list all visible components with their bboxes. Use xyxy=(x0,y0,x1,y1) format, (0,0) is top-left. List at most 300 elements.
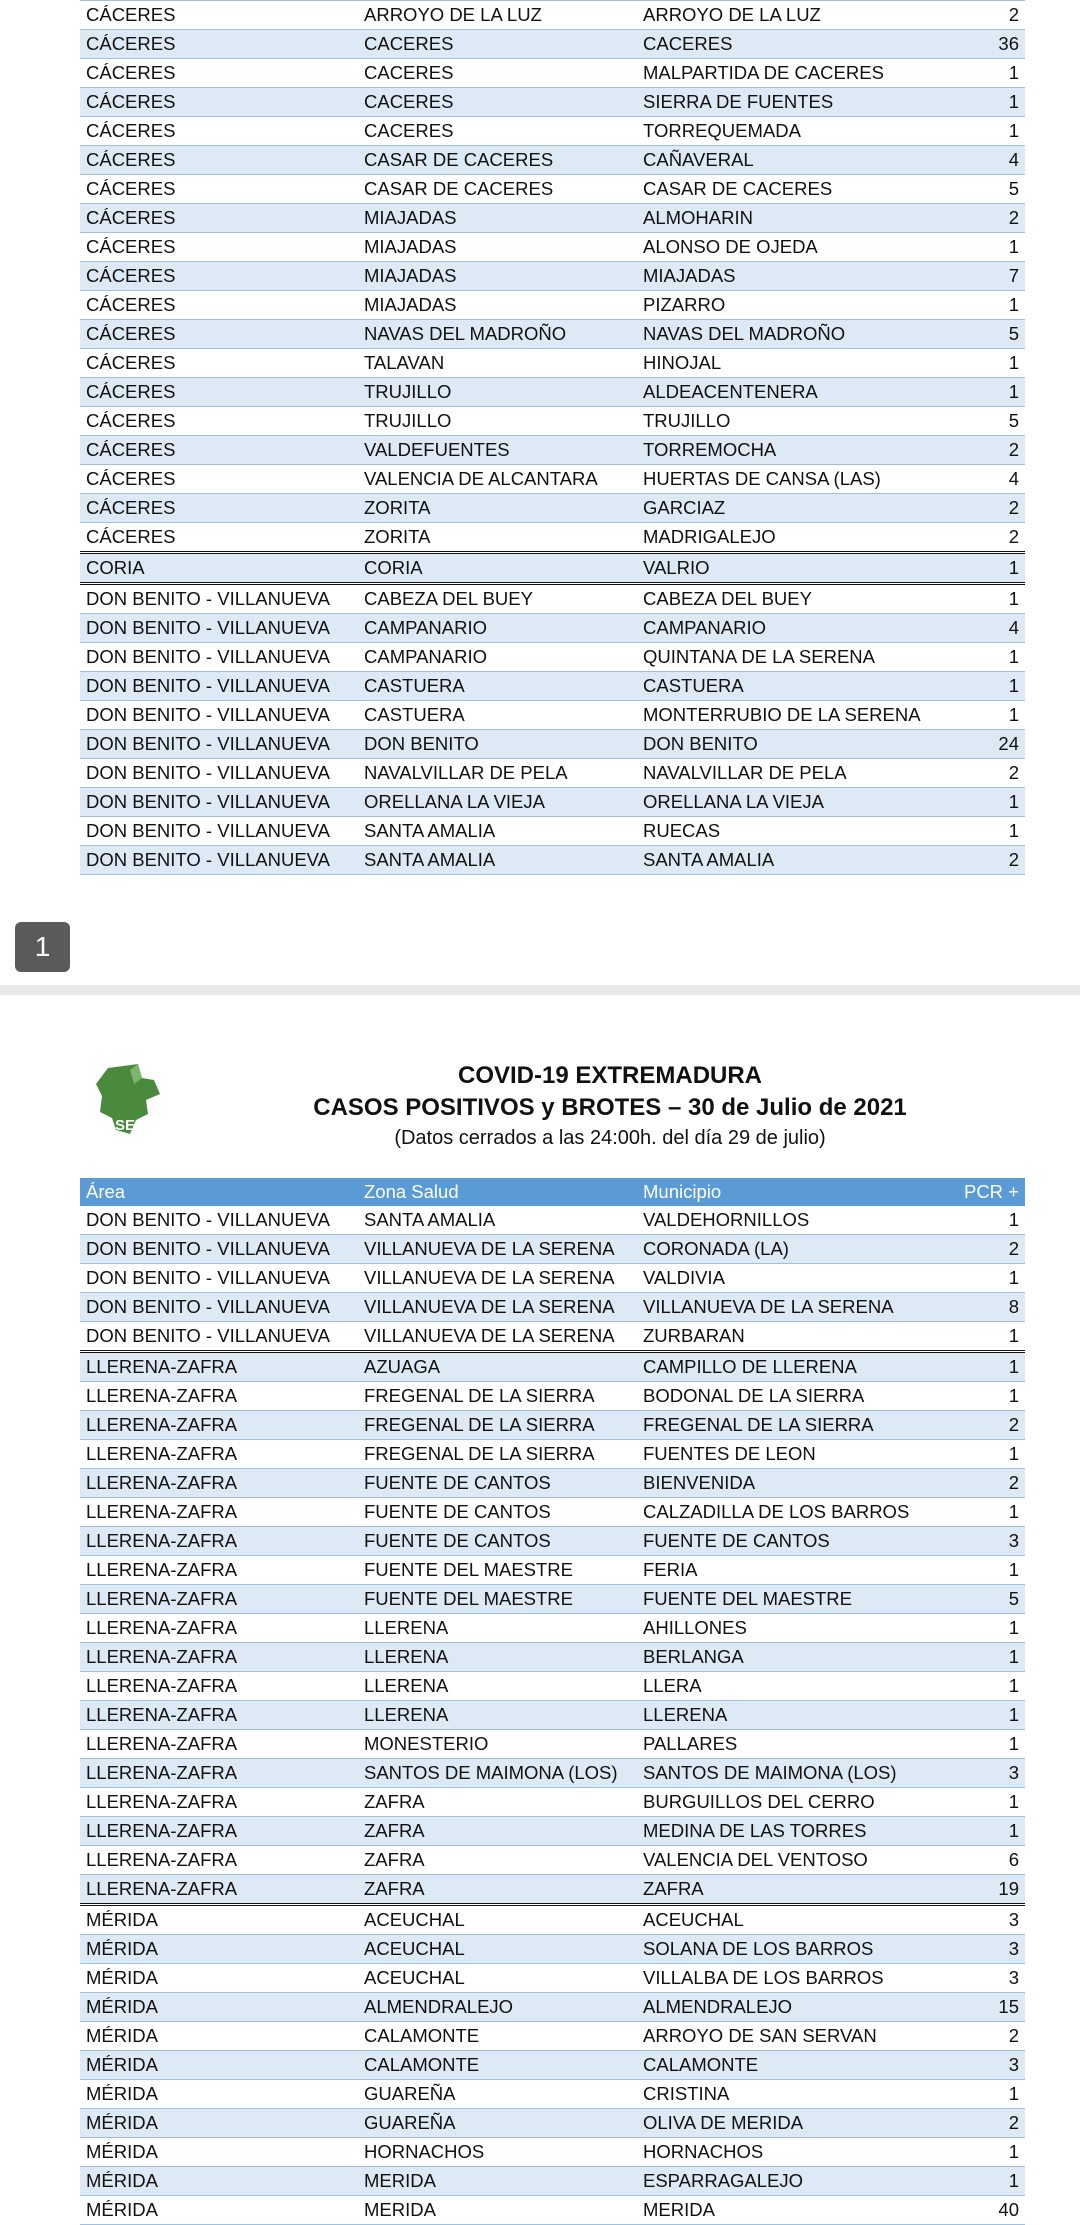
table-row xyxy=(80,1935,1025,1964)
cell-zona-salud: MERIDA xyxy=(358,2196,637,2225)
document-title-date: CASOS POSITIVOS y BROTES – 30 de Julio de 2021 xyxy=(313,1094,907,1121)
table-row xyxy=(80,1352,1025,1382)
cell-zona-salud: GUAREÑA xyxy=(358,2109,637,2138)
table-row xyxy=(80,320,1025,349)
cell-area: DON BENITO - VILLANUEVA xyxy=(80,1293,358,1322)
cell-zona-salud: LLERENA xyxy=(358,1672,637,1701)
cell-zona-salud: TRUJILLO xyxy=(358,378,637,407)
cell-municipio: LLERA xyxy=(637,1672,937,1701)
cell-zona-salud: MIAJADAS xyxy=(358,233,637,262)
cell-area: CÁCERES xyxy=(80,465,358,494)
cell-zona-salud: FUENTE DE CANTOS xyxy=(358,1498,637,1527)
table-row xyxy=(80,2051,1025,2080)
cell-municipio: BIENVENIDA xyxy=(637,1469,937,1498)
cell-area: LLERENA-ZAFRA xyxy=(80,1382,358,1411)
table-row xyxy=(80,1846,1025,1875)
cell-area: CÁCERES xyxy=(80,30,358,59)
cell-zona-salud: MIAJADAS xyxy=(358,262,637,291)
cell-area: MÉRIDA xyxy=(80,2196,358,2225)
cell-zona-salud: NAVALVILLAR DE PELA xyxy=(358,759,637,788)
cell-municipio: TORREQUEMADA xyxy=(637,117,937,146)
table-row xyxy=(80,817,1025,846)
cell-area: DON BENITO - VILLANUEVA xyxy=(80,846,358,875)
cell-zona-salud: HORNACHOS xyxy=(358,2138,637,2167)
table-row xyxy=(80,291,1025,320)
cell-municipio: VALDIVIA xyxy=(637,1264,937,1293)
cell-zona-salud: FUENTE DEL MAESTRE xyxy=(358,1585,637,1614)
table-row xyxy=(80,59,1025,88)
cell-municipio: PIZARRO xyxy=(637,291,937,320)
column-header-zona-salud: Zona Salud xyxy=(358,1178,637,1206)
logo-text: SES xyxy=(114,1117,146,1134)
table-row xyxy=(80,1322,1025,1352)
table-row xyxy=(80,465,1025,494)
cell-pcr: 1 xyxy=(937,788,1025,817)
table-row xyxy=(80,2080,1025,2109)
cell-zona-salud: VILLANUEVA DE LA SERENA xyxy=(358,1322,637,1352)
table-row xyxy=(80,1293,1025,1322)
cell-municipio: GARCIAZ xyxy=(637,494,937,523)
cell-area: DON BENITO - VILLANUEVA xyxy=(80,1264,358,1293)
cell-pcr: 1 xyxy=(937,584,1025,614)
cell-area: DON BENITO - VILLANUEVA xyxy=(80,1206,358,1235)
table-row xyxy=(80,407,1025,436)
cell-municipio: MEDINA DE LAS TORRES xyxy=(637,1817,937,1846)
cell-pcr: 1 xyxy=(937,2167,1025,2196)
cell-area: CÁCERES xyxy=(80,233,358,262)
table-row xyxy=(80,1235,1025,1264)
cell-area: LLERENA-ZAFRA xyxy=(80,1701,358,1730)
cell-pcr: 2 xyxy=(937,2022,1025,2051)
cell-pcr: 15 xyxy=(937,1993,1025,2022)
table-row xyxy=(80,349,1025,378)
cell-zona-salud: SANTA AMALIA xyxy=(358,817,637,846)
cell-zona-salud: FUENTE DE CANTOS xyxy=(358,1527,637,1556)
document-page-1 xyxy=(0,0,1080,985)
table-row xyxy=(80,146,1025,175)
cell-area: DON BENITO - VILLANUEVA xyxy=(80,730,358,759)
cell-area: DON BENITO - VILLANUEVA xyxy=(80,672,358,701)
cell-municipio: HUERTAS DE CANSA (LAS) xyxy=(637,465,937,494)
cell-municipio: CAMPANARIO xyxy=(637,614,937,643)
cell-pcr: 19 xyxy=(937,1875,1025,1905)
cell-area: CÁCERES xyxy=(80,407,358,436)
cell-pcr: 1 xyxy=(937,1701,1025,1730)
table-row xyxy=(80,1527,1025,1556)
cell-municipio: SANTA AMALIA xyxy=(637,846,937,875)
cell-pcr: 2 xyxy=(937,759,1025,788)
table-row xyxy=(80,788,1025,817)
cell-area: LLERENA-ZAFRA xyxy=(80,1440,358,1469)
document-title: COVID-19 EXTREMADURA xyxy=(457,1062,763,1089)
cell-municipio: CRISTINA xyxy=(637,2080,937,2109)
table-row xyxy=(80,1993,1025,2022)
cell-zona-salud: ACEUCHAL xyxy=(358,1964,637,1993)
cell-zona-salud: ACEUCHAL xyxy=(358,1905,637,1935)
table-row xyxy=(80,436,1025,465)
cell-pcr: 5 xyxy=(937,407,1025,436)
cell-municipio: PALLARES xyxy=(637,1730,937,1759)
cell-municipio: SIERRA DE FUENTES xyxy=(637,88,937,117)
cell-pcr: 1 xyxy=(937,1264,1025,1293)
cell-pcr: 4 xyxy=(937,614,1025,643)
cell-area: MÉRIDA xyxy=(80,1964,358,1993)
table-row xyxy=(80,117,1025,146)
cell-municipio: ALONSO DE OJEDA xyxy=(637,233,937,262)
cell-municipio: VALDEHORNILLOS xyxy=(637,1206,937,1235)
cell-municipio: VALRIO xyxy=(637,553,937,584)
table-row xyxy=(80,2109,1025,2138)
cell-zona-salud: ORELLANA LA VIEJA xyxy=(358,788,637,817)
cell-zona-salud: TALAVAN xyxy=(358,349,637,378)
column-header-area: Área xyxy=(80,1178,358,1206)
table-row xyxy=(80,1411,1025,1440)
cell-pcr: 3 xyxy=(937,1759,1025,1788)
cell-area: LLERENA-ZAFRA xyxy=(80,1498,358,1527)
cell-pcr: 1 xyxy=(937,1322,1025,1352)
cell-area: CÁCERES xyxy=(80,117,358,146)
cell-zona-salud: CACERES xyxy=(358,117,637,146)
cell-zona-salud: FREGENAL DE LA SIERRA xyxy=(358,1440,637,1469)
cell-zona-salud: CACERES xyxy=(358,59,637,88)
cell-municipio: FUENTE DEL MAESTRE xyxy=(637,1585,937,1614)
table-row xyxy=(80,1701,1025,1730)
page-separator xyxy=(0,985,1080,995)
cell-area: LLERENA-ZAFRA xyxy=(80,1527,358,1556)
cell-area: LLERENA-ZAFRA xyxy=(80,1788,358,1817)
cell-pcr: 1 xyxy=(937,1614,1025,1643)
cell-zona-salud: FUENTE DEL MAESTRE xyxy=(358,1556,637,1585)
table-row xyxy=(80,1,1025,30)
cell-zona-salud: VILLANUEVA DE LA SERENA xyxy=(358,1293,637,1322)
cell-zona-salud: FREGENAL DE LA SIERRA xyxy=(358,1382,637,1411)
cell-zona-salud: ZAFRA xyxy=(358,1846,637,1875)
cell-area: MÉRIDA xyxy=(80,2109,358,2138)
table-row xyxy=(80,1817,1025,1846)
cell-municipio: AHILLONES xyxy=(637,1614,937,1643)
cell-pcr: 1 xyxy=(937,349,1025,378)
cell-pcr: 1 xyxy=(937,1730,1025,1759)
table-row xyxy=(80,672,1025,701)
cell-municipio: ARROYO DE SAN SERVAN xyxy=(637,2022,937,2051)
cell-municipio: TRUJILLO xyxy=(637,407,937,436)
cell-municipio: NAVAS DEL MADROÑO xyxy=(637,320,937,349)
table-row xyxy=(80,759,1025,788)
cell-zona-salud: ZAFRA xyxy=(358,1875,637,1905)
cell-municipio: MADRIGALEJO xyxy=(637,523,937,553)
cell-municipio: LLERENA xyxy=(637,1701,937,1730)
cell-area: DON BENITO - VILLANUEVA xyxy=(80,1235,358,1264)
table-row xyxy=(80,1614,1025,1643)
table-row xyxy=(80,494,1025,523)
cell-zona-salud: VILLANUEVA DE LA SERENA xyxy=(358,1235,637,1264)
cell-pcr: 1 xyxy=(937,1382,1025,1411)
cell-area: LLERENA-ZAFRA xyxy=(80,1817,358,1846)
table-row xyxy=(80,730,1025,759)
cell-area: DON BENITO - VILLANUEVA xyxy=(80,788,358,817)
cell-area: CÁCERES xyxy=(80,349,358,378)
cell-pcr: 3 xyxy=(937,2051,1025,2080)
cell-zona-salud: LLERENA xyxy=(358,1614,637,1643)
cell-area: MÉRIDA xyxy=(80,2167,358,2196)
cell-zona-salud: ZAFRA xyxy=(358,1817,637,1846)
cell-area: LLERENA-ZAFRA xyxy=(80,1352,358,1382)
cell-zona-salud: DON BENITO xyxy=(358,730,637,759)
cell-area: LLERENA-ZAFRA xyxy=(80,1730,358,1759)
cell-pcr: 2 xyxy=(937,1469,1025,1498)
cell-area: LLERENA-ZAFRA xyxy=(80,1759,358,1788)
cell-area: CÁCERES xyxy=(80,523,358,553)
cell-zona-salud: CAMPANARIO xyxy=(358,643,637,672)
cell-municipio: VILLANUEVA DE LA SERENA xyxy=(637,1293,937,1322)
table-row xyxy=(80,1643,1025,1672)
table-row xyxy=(80,1556,1025,1585)
table-row xyxy=(80,262,1025,291)
cell-area: CORIA xyxy=(80,553,358,584)
table-row xyxy=(80,1788,1025,1817)
cell-zona-salud: SANTA AMALIA xyxy=(358,1206,637,1235)
cell-area: DON BENITO - VILLANUEVA xyxy=(80,614,358,643)
cell-municipio: HORNACHOS xyxy=(637,2138,937,2167)
cell-area: MÉRIDA xyxy=(80,1993,358,2022)
cell-pcr: 2 xyxy=(937,2109,1025,2138)
cell-pcr: 5 xyxy=(937,175,1025,204)
cell-zona-salud: CASTUERA xyxy=(358,672,637,701)
cell-pcr: 1 xyxy=(937,1643,1025,1672)
cell-zona-salud: ARROYO DE LA LUZ xyxy=(358,1,637,30)
cell-municipio: ARROYO DE LA LUZ xyxy=(637,1,937,30)
cell-area: LLERENA-ZAFRA xyxy=(80,1846,358,1875)
cell-pcr: 36 xyxy=(937,30,1025,59)
cell-municipio: ALMENDRALEJO xyxy=(637,1993,937,2022)
cell-pcr: 2 xyxy=(937,1411,1025,1440)
cell-area: CÁCERES xyxy=(80,146,358,175)
cell-zona-salud: TRUJILLO xyxy=(358,407,637,436)
cell-municipio: HINOJAL xyxy=(637,349,937,378)
table-row xyxy=(80,233,1025,262)
cell-area: MÉRIDA xyxy=(80,1935,358,1964)
cell-pcr: 1 xyxy=(937,1817,1025,1846)
cell-zona-salud: CACERES xyxy=(358,30,637,59)
cell-area: CÁCERES xyxy=(80,262,358,291)
cell-pcr: 1 xyxy=(937,1352,1025,1382)
cell-area: LLERENA-ZAFRA xyxy=(80,1556,358,1585)
cell-municipio: BODONAL DE LA SIERRA xyxy=(637,1382,937,1411)
cell-area: CÁCERES xyxy=(80,291,358,320)
cell-zona-salud: CALAMONTE xyxy=(358,2051,637,2080)
document-header xyxy=(220,1060,1000,1152)
cell-municipio: CASTUERA xyxy=(637,672,937,701)
cell-zona-salud: ALMENDRALEJO xyxy=(358,1993,637,2022)
cell-municipio: FUENTES DE LEON xyxy=(637,1440,937,1469)
cell-pcr: 8 xyxy=(937,1293,1025,1322)
cell-area: CÁCERES xyxy=(80,436,358,465)
table-row xyxy=(80,1498,1025,1527)
table-row xyxy=(80,1382,1025,1411)
cell-municipio: OLIVA DE MERIDA xyxy=(637,2109,937,2138)
cell-municipio: TORREMOCHA xyxy=(637,436,937,465)
table-row xyxy=(80,2022,1025,2051)
cell-pcr: 40 xyxy=(937,2196,1025,2225)
cell-zona-salud: LLERENA xyxy=(358,1701,637,1730)
cell-municipio: MALPARTIDA DE CACERES xyxy=(637,59,937,88)
cell-area: LLERENA-ZAFRA xyxy=(80,1411,358,1440)
cell-area: LLERENA-ZAFRA xyxy=(80,1875,358,1905)
cell-pcr: 3 xyxy=(937,1964,1025,1993)
column-header-pcr: PCR + xyxy=(937,1178,1025,1206)
cell-pcr: 5 xyxy=(937,1585,1025,1614)
cell-pcr: 1 xyxy=(937,1440,1025,1469)
table-row xyxy=(80,1875,1025,1905)
cell-zona-salud: CALAMONTE xyxy=(358,2022,637,2051)
cell-zona-salud: ZAFRA xyxy=(358,1788,637,1817)
cell-pcr: 1 xyxy=(937,1556,1025,1585)
cell-pcr: 1 xyxy=(937,117,1025,146)
cell-zona-salud: GUAREÑA xyxy=(358,2080,637,2109)
cell-pcr: 2 xyxy=(937,846,1025,875)
cell-municipio: RUECAS xyxy=(637,817,937,846)
cell-pcr: 1 xyxy=(937,643,1025,672)
cell-municipio: MERIDA xyxy=(637,2196,937,2225)
table-row xyxy=(80,1905,1025,1935)
cell-pcr: 1 xyxy=(937,291,1025,320)
cell-zona-salud: CASAR DE CACERES xyxy=(358,175,637,204)
cell-municipio: SOLANA DE LOS BARROS xyxy=(637,1935,937,1964)
table-row xyxy=(80,1730,1025,1759)
cell-pcr: 24 xyxy=(937,730,1025,759)
cell-area: MÉRIDA xyxy=(80,2080,358,2109)
cell-pcr: 6 xyxy=(937,1846,1025,1875)
page-number-badge[interactable]: 1 xyxy=(15,922,70,972)
cell-pcr: 1 xyxy=(937,88,1025,117)
cell-pcr: 5 xyxy=(937,320,1025,349)
cell-zona-salud: SANTOS DE MAIMONA (LOS) xyxy=(358,1759,637,1788)
cell-area: CÁCERES xyxy=(80,88,358,117)
table-row xyxy=(80,1585,1025,1614)
cell-municipio: FREGENAL DE LA SIERRA xyxy=(637,1411,937,1440)
cell-municipio: ALMOHARIN xyxy=(637,204,937,233)
cases-table-page-2 xyxy=(80,1178,1025,2225)
cell-pcr: 1 xyxy=(937,553,1025,584)
cell-pcr: 4 xyxy=(937,146,1025,175)
table-row xyxy=(80,2196,1025,2225)
cell-pcr: 1 xyxy=(937,1672,1025,1701)
cell-municipio: ZURBARAN xyxy=(637,1322,937,1352)
cell-pcr: 1 xyxy=(937,701,1025,730)
cell-municipio: CACERES xyxy=(637,30,937,59)
cell-municipio: CALAMONTE xyxy=(637,2051,937,2080)
table-row xyxy=(80,378,1025,407)
cell-municipio: CASAR DE CACERES xyxy=(637,175,937,204)
cell-zona-salud: VALDEFUENTES xyxy=(358,436,637,465)
cell-pcr: 1 xyxy=(937,59,1025,88)
cell-zona-salud: AZUAGA xyxy=(358,1352,637,1382)
cell-zona-salud: ZORITA xyxy=(358,523,637,553)
cell-municipio: ORELLANA LA VIEJA xyxy=(637,788,937,817)
cell-area: CÁCERES xyxy=(80,204,358,233)
cell-pcr: 1 xyxy=(937,233,1025,262)
cell-pcr: 1 xyxy=(937,672,1025,701)
cell-zona-salud: ZORITA xyxy=(358,494,637,523)
table-row xyxy=(80,1759,1025,1788)
cell-pcr: 1 xyxy=(937,378,1025,407)
cell-municipio: CAMPILLO DE LLERENA xyxy=(637,1352,937,1382)
table-row xyxy=(80,1469,1025,1498)
cell-area: CÁCERES xyxy=(80,378,358,407)
cell-area: DON BENITO - VILLANUEVA xyxy=(80,643,358,672)
cell-area: DON BENITO - VILLANUEVA xyxy=(80,584,358,614)
cell-municipio: ZAFRA xyxy=(637,1875,937,1905)
cell-municipio: VILLALBA DE LOS BARROS xyxy=(637,1964,937,1993)
cases-table-page-1 xyxy=(80,0,1025,875)
cell-zona-salud: CABEZA DEL BUEY xyxy=(358,584,637,614)
cell-municipio: MIAJADAS xyxy=(637,262,937,291)
table-row xyxy=(80,701,1025,730)
cell-area: LLERENA-ZAFRA xyxy=(80,1614,358,1643)
cell-zona-salud: VILLANUEVA DE LA SERENA xyxy=(358,1264,637,1293)
cell-zona-salud: SANTA AMALIA xyxy=(358,846,637,875)
ses-logo xyxy=(90,1060,170,1140)
cell-area: LLERENA-ZAFRA xyxy=(80,1672,358,1701)
table-row xyxy=(80,88,1025,117)
cell-pcr: 3 xyxy=(937,1905,1025,1935)
cell-pcr: 1 xyxy=(937,1788,1025,1817)
document-subtitle: (Datos cerrados a las 24:00h. del día 29 de julio) xyxy=(394,1127,826,1149)
cell-zona-salud: MIAJADAS xyxy=(358,291,637,320)
cell-pcr: 4 xyxy=(937,465,1025,494)
cell-zona-salud: MERIDA xyxy=(358,2167,637,2196)
table-row xyxy=(80,1206,1025,1235)
cell-zona-salud: VALENCIA DE ALCANTARA xyxy=(358,465,637,494)
cell-area: CÁCERES xyxy=(80,59,358,88)
cell-area: MÉRIDA xyxy=(80,2138,358,2167)
cell-area: CÁCERES xyxy=(80,1,358,30)
cell-municipio: CORONADA (LA) xyxy=(637,1235,937,1264)
cell-area: MÉRIDA xyxy=(80,2022,358,2051)
cell-area: LLERENA-ZAFRA xyxy=(80,1585,358,1614)
cell-area: MÉRIDA xyxy=(80,1905,358,1935)
cell-municipio: SANTOS DE MAIMONA (LOS) xyxy=(637,1759,937,1788)
table-row xyxy=(80,846,1025,875)
cell-municipio: FERIA xyxy=(637,1556,937,1585)
cell-pcr: 2 xyxy=(937,494,1025,523)
table-row xyxy=(80,553,1025,584)
table-row xyxy=(80,30,1025,59)
cell-area: DON BENITO - VILLANUEVA xyxy=(80,1322,358,1352)
cell-municipio: CABEZA DEL BUEY xyxy=(637,584,937,614)
cell-municipio: NAVALVILLAR DE PELA xyxy=(637,759,937,788)
cell-municipio: DON BENITO xyxy=(637,730,937,759)
cell-pcr: 2 xyxy=(937,204,1025,233)
cell-municipio: BERLANGA xyxy=(637,1643,937,1672)
cell-pcr: 1 xyxy=(937,1206,1025,1235)
cell-pcr: 3 xyxy=(937,1527,1025,1556)
cell-zona-salud: CASAR DE CACERES xyxy=(358,146,637,175)
cell-zona-salud: FUENTE DE CANTOS xyxy=(358,1469,637,1498)
cell-municipio: QUINTANA DE LA SERENA xyxy=(637,643,937,672)
table-row xyxy=(80,2138,1025,2167)
cell-municipio: CALZADILLA DE LOS BARROS xyxy=(637,1498,937,1527)
cell-zona-salud: CAMPANARIO xyxy=(358,614,637,643)
cell-zona-salud: CASTUERA xyxy=(358,701,637,730)
column-header-municipio: Municipio xyxy=(637,1178,937,1206)
cell-municipio: FUENTE DE CANTOS xyxy=(637,1527,937,1556)
table-row xyxy=(80,1672,1025,1701)
cell-pcr: 2 xyxy=(937,1,1025,30)
cell-pcr: 1 xyxy=(937,817,1025,846)
table-row xyxy=(80,204,1025,233)
cell-pcr: 1 xyxy=(937,1498,1025,1527)
